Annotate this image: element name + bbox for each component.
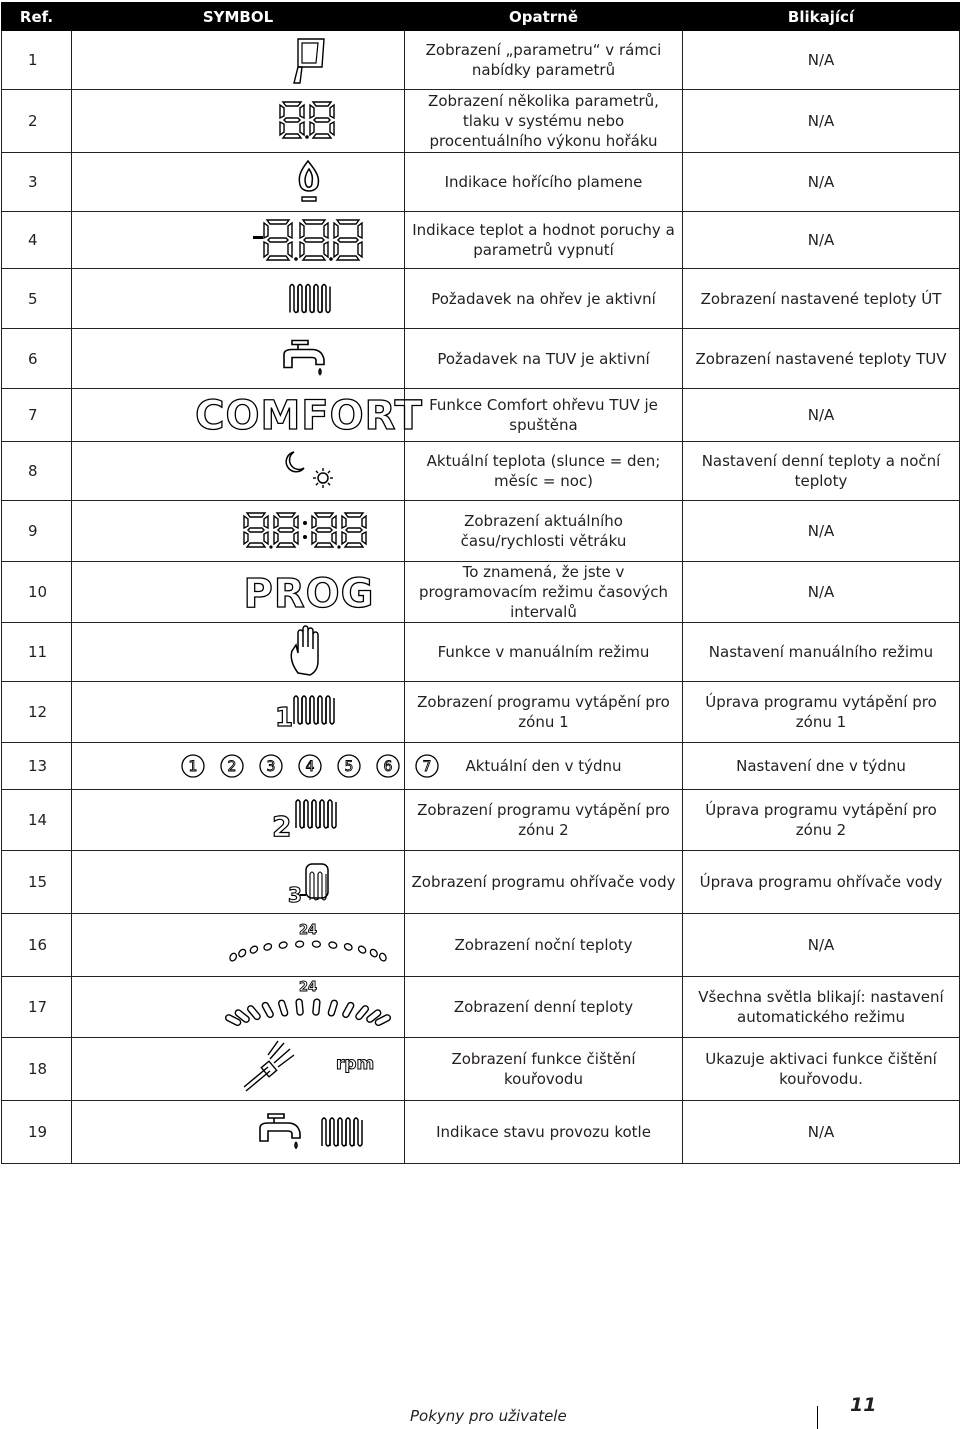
zone2-radiator-icon	[72, 790, 405, 850]
table-row	[2, 851, 960, 914]
table-header-row	[2, 3, 960, 31]
table-row	[2, 623, 960, 682]
symbol-table	[1, 2, 960, 1164]
row-blinking: N/A	[683, 914, 960, 977]
table-row	[2, 442, 960, 501]
comfort-text: COMFORT	[195, 393, 423, 439]
row-blinking: Úprava programu vytápění pro zónu 1	[683, 682, 960, 743]
row-symbol	[72, 743, 432, 790]
prog-text: PROG	[243, 571, 375, 617]
table-row	[2, 1038, 960, 1101]
flame-icon	[72, 153, 405, 211]
table-row	[2, 153, 960, 212]
table-row	[2, 1101, 960, 1164]
row-action: Indikace hořícího plamene	[405, 153, 683, 212]
svg-text:6: 6	[383, 759, 393, 775]
svg-text:rpm: rpm	[336, 1054, 375, 1074]
row-symbol	[72, 851, 405, 914]
row-symbol	[72, 682, 405, 743]
row-symbol	[72, 562, 405, 623]
day-arc-icon	[72, 977, 405, 1037]
row-ref: 19	[2, 1101, 72, 1164]
header-blinking: Blikající	[683, 3, 960, 31]
row-symbol	[72, 501, 405, 562]
svg-text:3: 3	[288, 883, 302, 907]
row-blinking: Ukazuje aktivaci funkce čištění kouřovodu.	[683, 1038, 960, 1101]
row-blinking: N/A	[683, 389, 960, 442]
two-digit-display	[72, 90, 405, 152]
row-action: Aktuální den v týdnu	[405, 743, 683, 790]
water-heater-icon	[72, 851, 405, 913]
row-ref: 8	[2, 442, 72, 501]
svg-text:2: 2	[227, 759, 237, 775]
row-action: Indikace stavu provozu kotle	[405, 1101, 683, 1164]
row-blinking: N/A	[683, 1101, 960, 1164]
row-symbol	[72, 977, 405, 1038]
header-symbol: SYMBOL	[72, 3, 405, 31]
svg-text:3: 3	[266, 759, 276, 775]
row-ref: 7	[2, 389, 72, 442]
row-blinking: Nastavení manuálního režimu	[683, 623, 960, 682]
row-blinking: N/A	[683, 562, 960, 623]
svg-text:24: 24	[298, 923, 318, 938]
row-action: Indikace teplot a hodnot poruchy a parametrů vypnutí	[405, 212, 683, 269]
row-ref: 10	[2, 562, 72, 623]
row-ref: 1	[2, 31, 72, 90]
night-arc-icon	[72, 914, 405, 976]
row-action: Zobrazení aktuálního času/rychlosti větráku	[405, 501, 683, 562]
row-ref: 5	[2, 269, 72, 329]
radiator-icon	[72, 269, 405, 328]
row-ref: 6	[2, 329, 72, 389]
row-action: Zobrazení noční teploty	[405, 914, 683, 977]
row-action: Zobrazení programu vytápění pro zónu 1	[405, 682, 683, 743]
row-ref: 4	[2, 212, 72, 269]
row-ref: 18	[2, 1038, 72, 1101]
table-row	[2, 790, 960, 851]
row-ref: 17	[2, 977, 72, 1038]
row-blinking: N/A	[683, 212, 960, 269]
footer-divider	[817, 1406, 818, 1429]
svg-text:1: 1	[188, 759, 198, 775]
row-action: Zobrazení programu vytápění pro zónu 2	[405, 790, 683, 851]
row-ref: 13	[2, 743, 72, 790]
row-blinking: Zobrazení nastavené teploty ÚT	[683, 269, 960, 329]
row-blinking: Všechna světla blikají: nastavení automatického režimu	[683, 977, 960, 1038]
row-symbol	[72, 153, 405, 212]
tap-icon	[72, 329, 405, 388]
brush-rpm-icon	[72, 1038, 405, 1100]
header-ref: Ref.	[2, 3, 72, 31]
row-symbol	[72, 914, 405, 977]
table-row	[2, 914, 960, 977]
prog-label	[72, 563, 405, 621]
row-blinking: Úprava programu vytápění pro zónu 2	[683, 790, 960, 851]
hand-icon	[72, 623, 405, 681]
header-action: Opatrně	[405, 3, 683, 31]
row-symbol	[72, 790, 405, 851]
row-symbol	[72, 269, 405, 329]
table-row	[2, 389, 960, 442]
row-action: Zobrazení „parametru“ v rámci nabídky parametrů	[405, 31, 683, 90]
zone1-radiator-icon	[72, 682, 405, 742]
table-row	[2, 562, 960, 623]
row-blinking: N/A	[683, 90, 960, 153]
svg-text:4: 4	[305, 759, 315, 775]
row-blinking: Úprava programu ohřívače vody	[683, 851, 960, 914]
row-symbol	[72, 1038, 405, 1101]
row-action: Požadavek na TUV je aktivní	[405, 329, 683, 389]
row-action: Aktuální teplota (slunce = den; měsíc = noc)	[405, 442, 683, 501]
row-action: Zobrazení programu ohřívače vody	[405, 851, 683, 914]
table-row	[2, 743, 960, 790]
row-action: Zobrazení denní teploty	[405, 977, 683, 1038]
row-action: Požadavek na ohřev je aktivní	[405, 269, 683, 329]
svg-text:24: 24	[298, 980, 318, 995]
row-blinking: Nastavení denní teploty a noční teploty	[683, 442, 960, 501]
row-action: Zobrazení funkce čištění kouřovodu	[405, 1038, 683, 1101]
row-symbol	[72, 90, 405, 153]
table-row	[2, 269, 960, 329]
svg-text:2: 2	[272, 810, 292, 843]
row-symbol	[72, 389, 423, 442]
table-row	[2, 31, 960, 90]
row-action: Zobrazení několika parametrů, tlaku v systému nebo procentuálního výkonu hořáku	[405, 90, 683, 153]
row-blinking: Nastavení dne v týdnu	[683, 743, 960, 790]
footer-text: Pokyny pro uživatele	[410, 1407, 567, 1425]
row-ref: 16	[2, 914, 72, 977]
moon-sun-icon	[72, 442, 405, 500]
row-symbol	[72, 442, 405, 501]
row-ref: 14	[2, 790, 72, 851]
row-blinking: N/A	[683, 31, 960, 90]
row-ref: 3	[2, 153, 72, 212]
row-symbol	[72, 623, 405, 682]
page-number: 11	[850, 1394, 877, 1416]
table-row	[2, 90, 960, 153]
row-symbol	[72, 212, 405, 269]
table-row	[2, 329, 960, 389]
weekday-circles	[72, 743, 432, 789]
row-ref: 2	[2, 90, 72, 153]
row-symbol	[72, 329, 405, 389]
svg-text:7: 7	[422, 759, 432, 775]
comfort-label	[72, 389, 423, 441]
row-blinking: N/A	[683, 501, 960, 562]
row-ref: 9	[2, 501, 72, 562]
row-action: Funkce Comfort ohřevu TUV je spuštěna	[405, 389, 683, 442]
row-ref: 12	[2, 682, 72, 743]
tap-radiator-icon	[72, 1101, 405, 1163]
row-blinking: N/A	[683, 153, 960, 212]
minus-three-digit-display	[72, 212, 405, 268]
row-action: To znamená, že jste v programovacím režimu časových intervalů	[405, 562, 683, 623]
svg-text:1: 1	[275, 703, 294, 733]
table-row	[2, 977, 960, 1038]
letter-p-display	[72, 31, 405, 89]
row-action: Funkce v manuálním režimu	[405, 623, 683, 682]
table-row	[2, 501, 960, 562]
svg-text:5: 5	[344, 759, 354, 775]
row-ref: 15	[2, 851, 72, 914]
row-ref: 11	[2, 623, 72, 682]
clock-display	[72, 501, 405, 561]
row-symbol	[72, 1101, 405, 1164]
table-row	[2, 212, 960, 269]
table-row	[2, 682, 960, 743]
row-blinking: Zobrazení nastavené teploty TUV	[683, 329, 960, 389]
row-symbol	[72, 31, 405, 90]
